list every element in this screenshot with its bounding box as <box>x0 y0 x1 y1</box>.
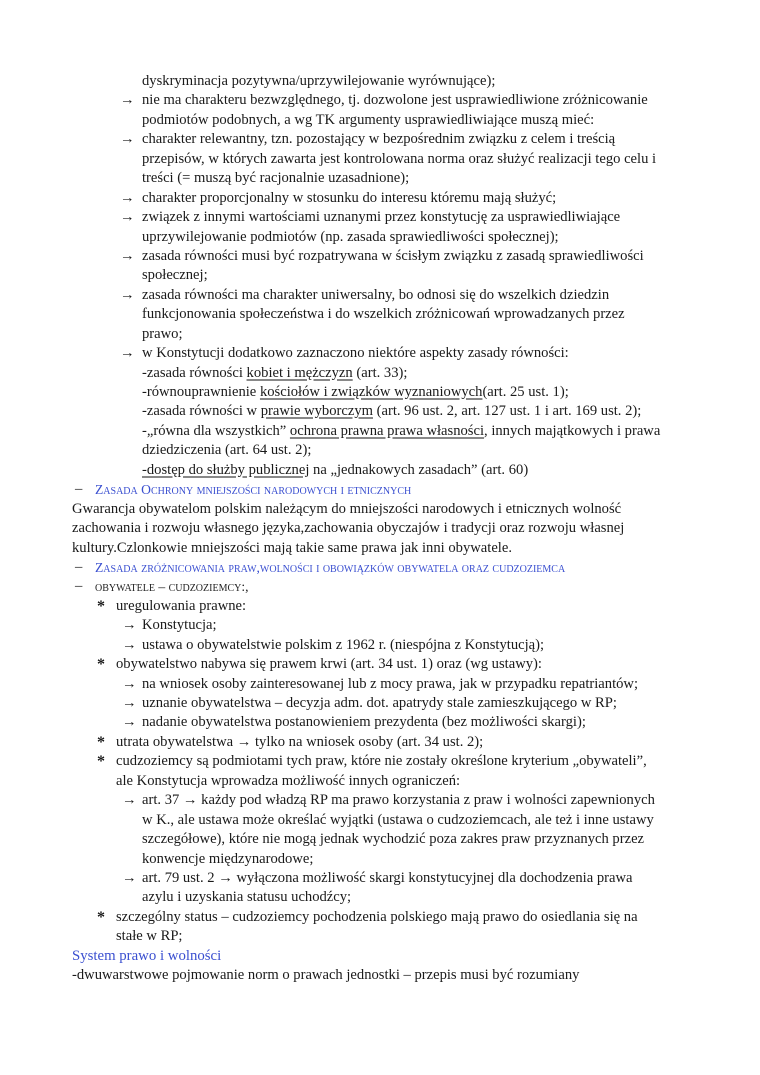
underlined-text: kościołów i związków wyznaniowych <box>259 384 483 400</box>
section-heading <box>0 947 760 966</box>
text-segment: ale Konstytucja wprowadza możliwość innych ograniczeń: <box>116 772 461 789</box>
list-item <box>0 286 760 344</box>
list-item <box>0 908 760 947</box>
arrow-bullet-icon: → <box>120 189 135 206</box>
arrow-bullet-icon: → <box>120 247 135 264</box>
arrow-bullet-icon: → <box>122 636 137 653</box>
underlined-text: prawie wyborczym <box>260 403 373 420</box>
text-line <box>0 422 760 441</box>
list-item <box>0 966 760 985</box>
text-line <box>0 752 760 771</box>
text-line <box>0 91 760 110</box>
arrow-bullet-icon: → <box>120 131 135 148</box>
text-segment: konwencje międzynarodowe; <box>142 850 314 867</box>
arrow-bullet-icon: → <box>122 675 137 692</box>
text-segment: utrata obywatelstwa → tylko na wniosek osoby (art. 34 ust. 2); <box>116 733 484 750</box>
list-item <box>0 577 760 596</box>
text-segment: -zasada równości <box>142 364 247 381</box>
text-line <box>0 247 760 266</box>
text-segment: prawo; <box>142 325 183 342</box>
arrow-bullet-icon: → <box>120 286 135 303</box>
text-segment: (art. 33); <box>352 364 408 381</box>
text-line <box>0 150 760 169</box>
text-line <box>0 830 760 849</box>
list-item <box>0 694 760 713</box>
text-line <box>0 305 760 324</box>
text-line <box>0 888 760 907</box>
text-line <box>0 675 760 694</box>
text-segment: dziedziczenia (art. 64 ust. 2); <box>142 442 312 459</box>
list-item <box>0 713 760 732</box>
text-segment: charakter relewantny, tzn. pozostający w bezpośrednim związku z celem i treścią <box>142 131 616 148</box>
text-line <box>0 927 760 946</box>
text-segment: azylu i uzyskania statusu uchodźcy; <box>142 889 352 906</box>
list-item <box>0 189 760 208</box>
text-line <box>0 228 760 247</box>
arrow-bullet-icon: → <box>120 345 135 362</box>
underlined-text: kobiet i mężczyzn <box>246 364 353 381</box>
text-segment: zachowania i rozwoju własnego języka,zachowania obyczajów i tradycji oraz rozwoju własnej <box>72 520 625 537</box>
arrow-bullet-icon: → <box>122 714 137 731</box>
star-bullet-icon: * <box>97 908 105 926</box>
text-segment: Konstytucja; <box>142 617 217 634</box>
text-line <box>0 344 760 363</box>
text-line <box>0 72 760 91</box>
text-segment: -równouprawnienie <box>142 384 260 400</box>
list-item <box>0 500 760 558</box>
text-line <box>0 558 760 577</box>
list-item <box>0 869 760 908</box>
text-segment: zasada równości ma charakter uniwersalny, bo odnosi się do wszelkich dziedzin <box>142 286 610 303</box>
document-page <box>0 72 760 986</box>
text-line <box>0 694 760 713</box>
text-segment: (art. 25 ust. 1); <box>482 384 569 400</box>
text-segment: -dwuwarstwowe pojmowanie norm o prawach jednostki – przepis musi być rozumiany <box>72 967 580 984</box>
text-line <box>0 772 760 791</box>
text-segment: przepisów, w których zawarta jest kontrolowana norma oraz służyć realizacji tego celu i <box>142 150 657 167</box>
text-line <box>0 364 760 383</box>
text-segment: -„równa dla wszystkich” <box>142 422 290 439</box>
text-segment: w Konstytucji dodatkowo zaznaczono niektóre aspekty zasady równości: <box>142 345 569 362</box>
text-segment: uregulowania prawne: <box>116 597 247 614</box>
arrow-bullet-icon: → <box>120 209 135 226</box>
list-item <box>0 752 760 791</box>
text-line <box>0 655 760 674</box>
text-line <box>0 111 760 130</box>
arrow-bullet-icon: → <box>122 869 137 886</box>
text-line <box>0 461 760 480</box>
text-segment: podmiotów podobnych, a wg TK argumenty usprawiedliwiające muszą mieć: <box>142 111 595 128</box>
text-line <box>0 947 760 966</box>
text-segment: , innych majątkowych i prawa <box>484 422 661 439</box>
text-segment: obywatelstwo nabywa się prawem krwi (art. 34 ust. 1) oraz (wg ustawy): <box>116 656 542 673</box>
text-line <box>0 597 760 616</box>
text-segment: szczegółowe), które nie mogą jednak wychodzić poza zakres praw przyznanych przez <box>142 831 645 848</box>
text-line <box>0 500 760 519</box>
arrow-bullet-icon: → <box>122 617 137 634</box>
section-heading <box>0 558 760 577</box>
text-segment: charakter proporcjonalny w stosunku do interesu któremu mają służyć; <box>142 189 557 206</box>
text-line <box>0 266 760 285</box>
list-item <box>0 733 760 752</box>
text-segment: Gwarancja obywatelom polskim należącym do mniejszości narodowych i etnicznych wolność <box>72 500 622 517</box>
text-segment: zasada równości musi być rozpatrywana w ścisłym związku z zasadą sprawiedliwości <box>142 247 644 264</box>
text-segment: Zasada zróżnicowania praw,wolności i obowiązków obywatela oraz cudzoziemca <box>95 559 566 575</box>
text-line <box>0 189 760 208</box>
text-segment: uprzywilejowanie podmiotów (np. zasada sprawiedliwości społecznej); <box>142 228 559 245</box>
text-segment: obywatele – cudzoziemcy:, <box>95 579 249 595</box>
text-line <box>0 441 760 460</box>
arrow-bullet-icon: → <box>120 92 135 109</box>
arrow-bullet-icon: → <box>122 695 137 711</box>
list-item <box>0 616 760 635</box>
text-line <box>0 850 760 869</box>
star-bullet-icon: * <box>97 733 105 751</box>
text-line <box>0 869 760 888</box>
star-bullet-icon: * <box>97 753 105 771</box>
text-line <box>0 208 760 227</box>
text-line <box>0 539 760 558</box>
text-segment: w K., ale ustawa może określać wyjątki (ustawa o cudzoziemcach, ale też i inne ustawy <box>142 811 654 828</box>
text-line <box>0 811 760 830</box>
text-segment: dyskryminacja pozytywna/uprzywilejowanie wyrównujące); <box>142 73 496 89</box>
text-line <box>0 616 760 635</box>
list-item <box>0 72 760 91</box>
section-heading <box>0 480 760 499</box>
text-line <box>0 519 760 538</box>
text-segment: na wniosek osoby zainteresowanej lub z mocy prawa, jak w przypadku repatriantów; <box>142 675 639 692</box>
text-line <box>0 713 760 732</box>
text-line <box>0 966 760 985</box>
text-segment: System prawo i wolności <box>72 947 222 964</box>
text-segment: funkcjonowania społeczeństwa i do wszelkich zróżnicowań wprowadzanych przez <box>142 306 625 323</box>
text-line <box>0 402 760 421</box>
star-bullet-icon: * <box>97 656 105 674</box>
text-segment: stałe w RP; <box>116 928 183 945</box>
text-segment: art. 79 ust. 2 → wyłączona możliwość skargi konstytucyjnej dla dochodzenia prawa <box>142 869 633 886</box>
text-line <box>0 325 760 344</box>
list-item <box>0 130 760 188</box>
list-item <box>0 597 760 616</box>
arrow-bullet-icon: → <box>122 792 137 809</box>
text-line <box>0 577 760 596</box>
dash-bullet-icon: – <box>75 481 83 498</box>
text-segment: na „jednakowych zasadach” (art. 60) <box>309 461 529 478</box>
text-segment: -zasada równości w <box>142 403 261 420</box>
text-line <box>0 791 760 810</box>
list-item <box>0 344 760 480</box>
text-segment: nie ma charakteru bezwzględnego, tj. dozwolone jest usprawiedliwione zróżnicowanie <box>142 92 648 109</box>
text-segment: Zasada Ochrony mniejszości narodowych i etnicznych <box>95 482 412 498</box>
text-segment: społecznej; <box>142 267 208 284</box>
text-line <box>0 383 760 402</box>
text-line <box>0 636 760 655</box>
text-segment: związek z innymi wartościami uznanymi przez konstytucję za usprawiedliwiające <box>142 209 621 226</box>
dash-bullet-icon: – <box>75 558 83 575</box>
text-segment: ustawa o obywatelstwie polskim z 1962 r. (niespójna z Konstytucją); <box>142 636 545 653</box>
text-segment: art. 37 → każdy pod władzą RP ma prawo korzystania z praw i wolności zapewnionych <box>142 792 655 809</box>
text-segment: (art. 96 ust. 2, art. 127 ust. 1 i art. 169 ust. 2); <box>372 403 642 420</box>
text-line <box>0 169 760 188</box>
list-item <box>0 791 760 869</box>
text-segment: uznanie obywatelstwa – decyzja adm. dot. apatrydy stale zamieszkującego w RP; <box>142 695 617 711</box>
list-item <box>0 247 760 286</box>
text-segment: szczególny status – cudzoziemcy pochodzenia polskiego mają prawo do osiedlania się na <box>116 908 638 925</box>
list-item <box>0 636 760 655</box>
text-segment: nadanie obywatelstwa postanowieniem prezydenta (bez możliwości skargi); <box>142 714 586 731</box>
text-line <box>0 733 760 752</box>
text-segment: cudzoziemcy są podmiotami tych praw, które nie zostały określone kryterium „obywateli”, <box>116 753 647 770</box>
text-line <box>0 908 760 927</box>
text-segment: kultury.Czlonkowie mniejszości mają takie same prawa jak inni obywatele. <box>72 539 512 556</box>
underlined-text: -dostęp do służby publicznej <box>142 461 310 478</box>
list-item <box>0 675 760 694</box>
list-item <box>0 208 760 247</box>
text-line <box>0 480 760 499</box>
text-line <box>0 130 760 149</box>
dash-bullet-icon: – <box>75 578 83 595</box>
list-item <box>0 91 760 130</box>
list-item <box>0 655 760 674</box>
underlined-text: ochrona prawna prawa własności <box>289 422 485 439</box>
text-line <box>0 286 760 305</box>
text-segment: treści (= muszą być racjonalnie uzasadnione); <box>142 170 410 187</box>
star-bullet-icon: * <box>97 597 105 615</box>
